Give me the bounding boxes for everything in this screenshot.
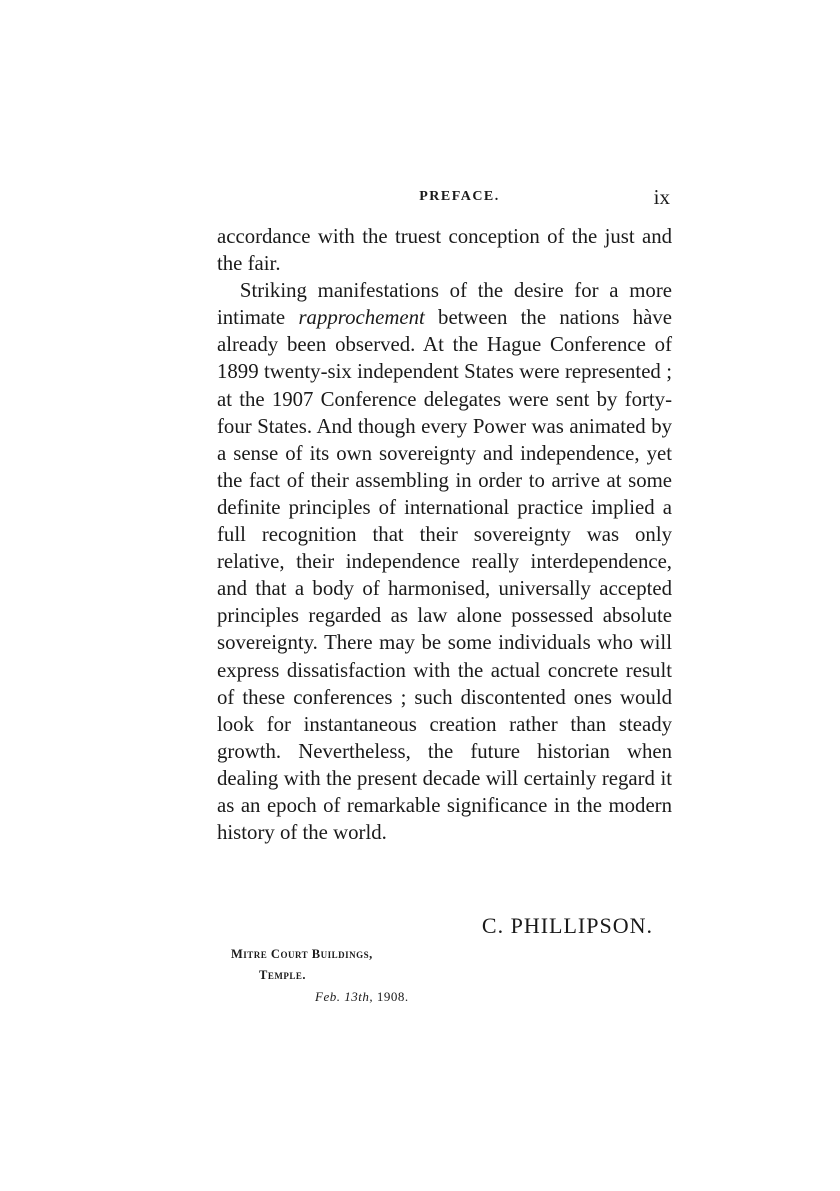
page-number: ix xyxy=(653,185,670,209)
date-year: 1908. xyxy=(373,989,409,1004)
address-line-buildings: Mitre Court Buildings, xyxy=(231,947,373,961)
address-block xyxy=(231,944,531,1007)
address-date xyxy=(231,986,531,1007)
italic-term: rapprochement xyxy=(298,306,425,330)
author-signature: C. PHILLIPSON. xyxy=(481,913,653,938)
address-line-temple: Temple. xyxy=(259,968,306,982)
paragraph-continued: accordance with the truest conception of the just and the fair. xyxy=(217,225,672,276)
paragraph-main-start: Striking manifestations of the desire for a more intimate xyxy=(217,279,672,330)
paragraph-main xyxy=(217,277,672,846)
running-head xyxy=(217,185,672,217)
paragraph-main-rest: between the nations hàve already been observed. At the Hague Conference of 1899 twenty-six independent States were represented ; at the 1907 Conference delegates were sent by forty-four States. And though every Power was animated by a sense of its own sovereignty and independence, yet the fact of their assembling in order to arrive at some definite principles of international practice implied a full recognition that their sovereignty was only relative, their independence really interdependence, and that a body of harmonised, universally accepted principles regarded as law alone possessed absolute sovereignty. There may be some individuals who will express dissatisfaction with the actual concrete result of these conferences ; such discontented ones would look for instantaneous creation rather than steady growth. Nevertheless, the future historian when dealing with the present decade will certainly regard it as an epoch of remarkable significance in the modern history of the world. xyxy=(217,306,672,845)
running-title: PREFACE. xyxy=(419,189,500,204)
date-day: Feb. 13th, xyxy=(315,989,374,1004)
preface-body xyxy=(217,223,672,846)
